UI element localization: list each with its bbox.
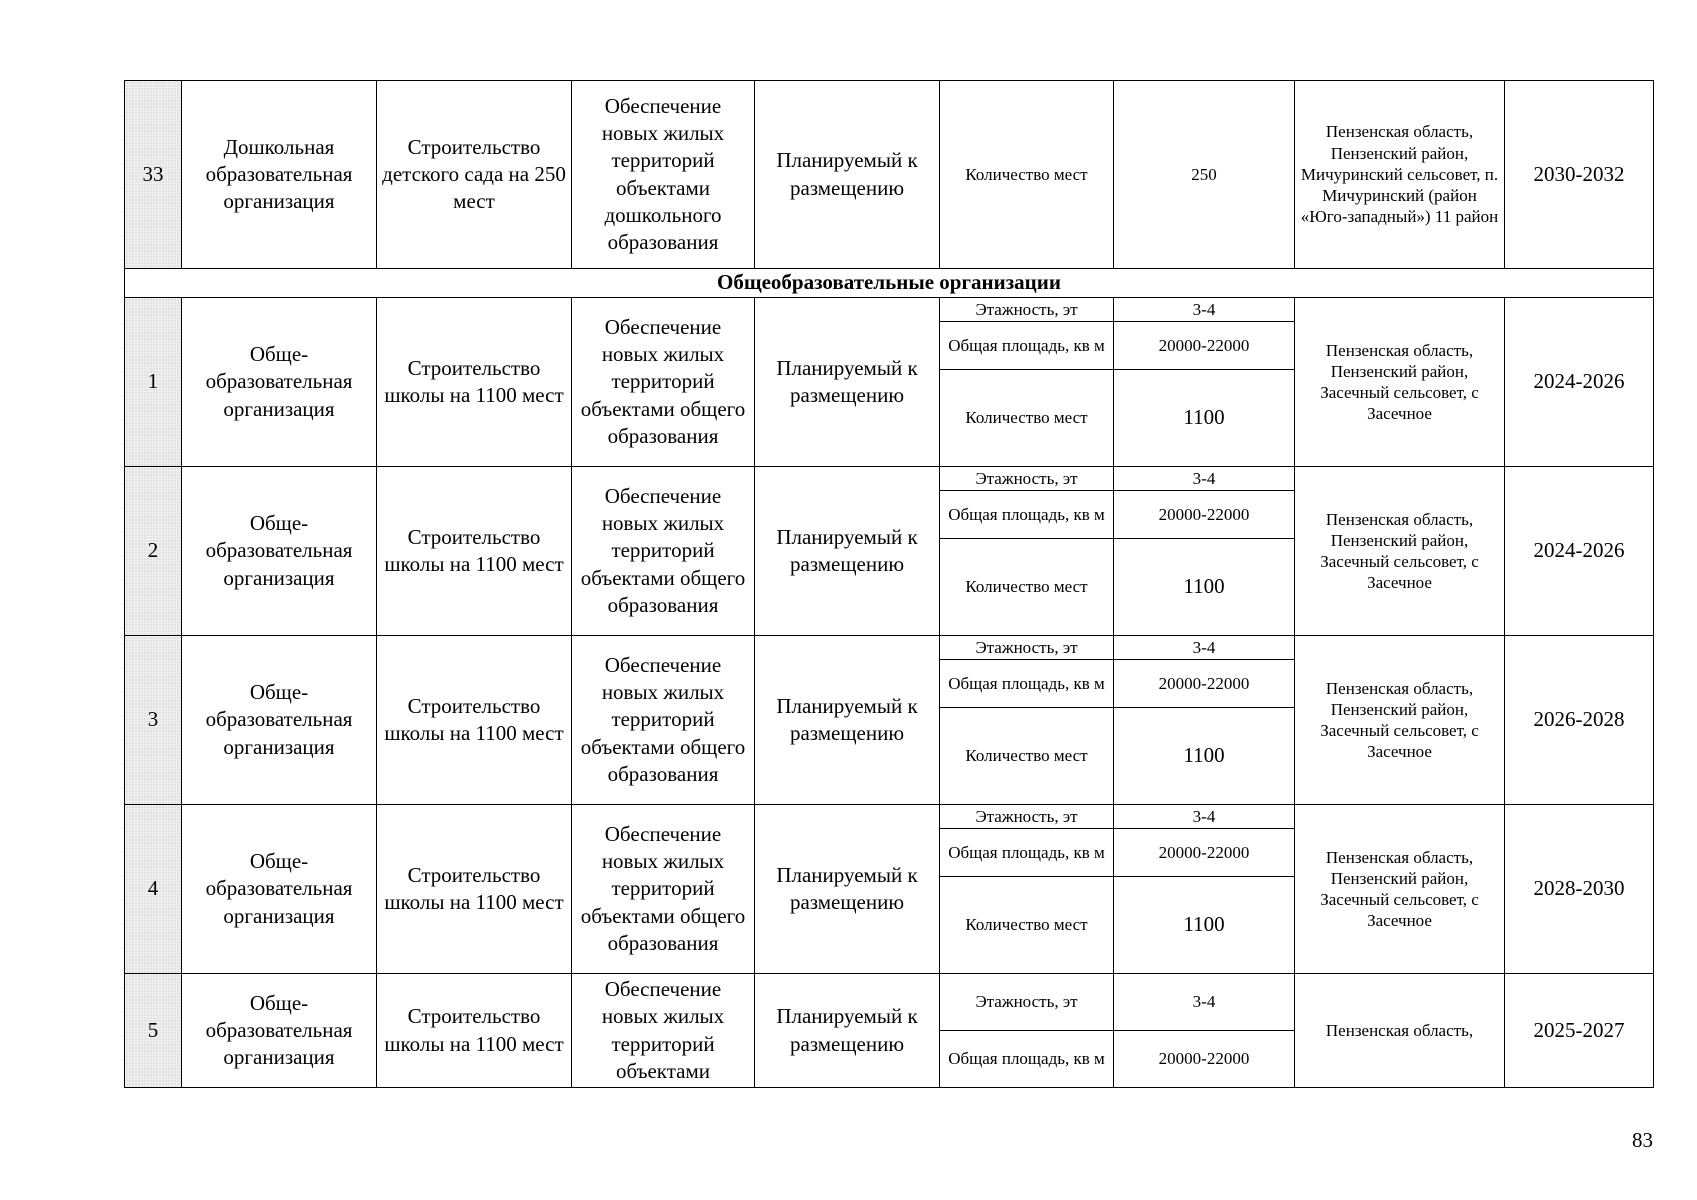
param-value: 3-4 (1114, 298, 1295, 322)
param-value: 1100 (1114, 877, 1295, 974)
row-number: 2 (125, 467, 182, 636)
objects-table (124, 80, 1654, 1088)
object-purpose: Обеспечение новых жилых территорий объектами дошкольного образования (572, 81, 755, 269)
param-label: Этажность, эт (940, 636, 1114, 660)
param-value: 3-4 (1114, 636, 1295, 660)
param-label: Общая площадь, кв м (940, 829, 1114, 877)
section-row (125, 269, 1654, 298)
object-period: 2030-2032 (1505, 81, 1654, 269)
row-number: 4 (125, 805, 182, 974)
object-status: Планируемый к размещению (755, 805, 940, 974)
param-value: 20000-22000 (1114, 829, 1295, 877)
object-purpose: Обеспечение новых жилых территорий объектами общего образования (572, 467, 755, 636)
row-number: 1 (125, 298, 182, 467)
object-purpose: Обеспечение новых жилых территорий объектами (572, 974, 755, 1088)
object-location: Пензенская область, Пензенский район, Засечный сельсовет, с Засечное (1295, 298, 1505, 467)
object-period: 2026-2028 (1505, 636, 1654, 805)
param-value: 3-4 (1114, 805, 1295, 829)
table-row (125, 467, 1654, 491)
param-label: Этажность, эт (940, 974, 1114, 1031)
object-period: 2028-2030 (1505, 805, 1654, 974)
param-label: Этажность, эт (940, 298, 1114, 322)
object-name: Строительство школы на 1100 мест (377, 974, 572, 1088)
object-location: Пензенская область, Пензенский район, Мичуринский сельсовет, п. Мичуринский (район «Юго-западный») 11 район (1295, 81, 1505, 269)
object-status: Планируемый к размещению (755, 974, 940, 1088)
object-type: Обще-образовательная организация (182, 467, 377, 636)
object-name: Строительство школы на 1100 мест (377, 805, 572, 974)
object-location: Пензенская область, Пензенский район, Засечный сельсовет, с Засечное (1295, 805, 1505, 974)
object-name: Строительство школы на 1100 мест (377, 636, 572, 805)
row-number: 5 (125, 974, 182, 1088)
param-label: Общая площадь, кв м (940, 322, 1114, 370)
object-purpose: Обеспечение новых жилых территорий объектами общего образования (572, 298, 755, 467)
param-label: Общая площадь, кв м (940, 660, 1114, 708)
table-row (125, 81, 1654, 269)
param-value: 1100 (1114, 708, 1295, 805)
param-label: Этажность, эт (940, 805, 1114, 829)
param-value: 20000-22000 (1114, 491, 1295, 539)
param-label: Этажность, эт (940, 467, 1114, 491)
object-type: Обще-образовательная организация (182, 298, 377, 467)
object-type: Обще-образовательная организация (182, 974, 377, 1088)
param-label: Количество мест (940, 81, 1114, 269)
object-location: Пензенская область, (1295, 974, 1505, 1088)
object-type: Обще-образовательная организация (182, 805, 377, 974)
object-name: Строительство школы на 1100 мест (377, 467, 572, 636)
object-name: Строительство школы на 1100 мест (377, 298, 572, 467)
param-label: Количество мест (940, 708, 1114, 805)
param-label: Количество мест (940, 370, 1114, 467)
param-value: 20000-22000 (1114, 322, 1295, 370)
object-period: 2024-2026 (1505, 467, 1654, 636)
object-name: Строительство детского сада на 250 мест (377, 81, 572, 269)
object-period: 2024-2026 (1505, 298, 1654, 467)
object-status: Планируемый к размещению (755, 636, 940, 805)
object-location: Пензенская область, Пензенский район, Засечный сельсовет, с Засечное (1295, 467, 1505, 636)
param-value: 250 (1114, 81, 1295, 269)
param-value: 3-4 (1114, 974, 1295, 1031)
param-label: Количество мест (940, 539, 1114, 636)
param-label: Общая площадь, кв м (940, 1031, 1114, 1088)
object-purpose: Обеспечение новых жилых территорий объектами общего образования (572, 805, 755, 974)
object-type: Обще-образовательная организация (182, 636, 377, 805)
object-status: Планируемый к размещению (755, 467, 940, 636)
object-period: 2025-2027 (1505, 974, 1654, 1088)
object-purpose: Обеспечение новых жилых территорий объектами общего образования (572, 636, 755, 805)
table-row (125, 636, 1654, 660)
page-number: 83 (1632, 1128, 1653, 1152)
object-status: Планируемый к размещению (755, 298, 940, 467)
row-number: 3 (125, 636, 182, 805)
object-type: Дошкольная образовательная организация (182, 81, 377, 269)
param-value: 20000-22000 (1114, 1031, 1295, 1088)
param-label: Общая площадь, кв м (940, 491, 1114, 539)
object-location: Пензенская область, Пензенский район, Засечный сельсовет, с Засечное (1295, 636, 1505, 805)
table-row (125, 805, 1654, 829)
param-label: Количество мест (940, 877, 1114, 974)
param-value: 3-4 (1114, 467, 1295, 491)
row-number: 33 (125, 81, 182, 269)
object-status: Планируемый к размещению (755, 81, 940, 269)
section-title: Общеобразовательные организации (125, 269, 1654, 298)
param-value: 1100 (1114, 370, 1295, 467)
table-row (125, 298, 1654, 322)
param-value: 1100 (1114, 539, 1295, 636)
table-row (125, 974, 1654, 1031)
param-value: 20000-22000 (1114, 660, 1295, 708)
